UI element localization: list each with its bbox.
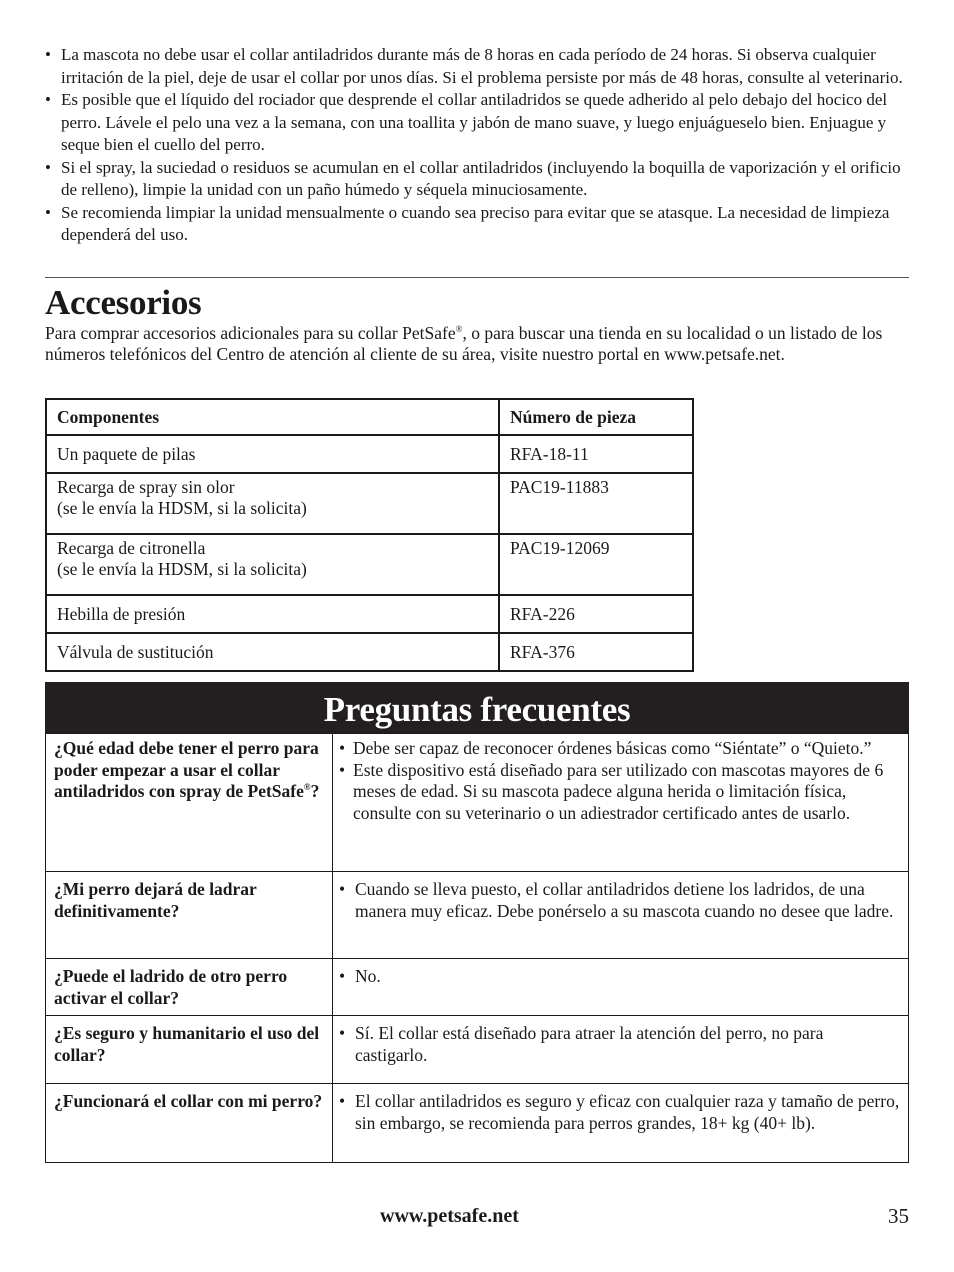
care-instructions-list	[45, 44, 909, 247]
column-header-component: Componentes	[46, 399, 499, 435]
answer-text: El collar antiladridos es seguro y eficaz con cualquier raza y tamaño de perro, sin embargo, se recomienda para perros grandes, 18+ kg (40+ lb).	[355, 1091, 900, 1133]
faq-question: ¿Es seguro y humanitario el uso del collar?	[46, 1016, 333, 1084]
section-divider	[45, 277, 909, 278]
faq-question: ¿Funcionará el collar con mi perro?	[46, 1084, 333, 1163]
page-number: 35	[888, 1204, 909, 1228]
component-name: Un paquete de pilas	[57, 443, 196, 464]
answer-text: Debe ser capaz de reconocer órdenes básicas como “Siéntate” o “Quieto.”	[353, 738, 872, 758]
faq-row	[46, 1084, 909, 1163]
component-name: Recarga de spray sin olor	[57, 477, 235, 497]
faq-question: ¿Mi perro dejará de ladrar definitivamente?	[46, 872, 333, 959]
faq-heading: Preguntas frecuentes	[45, 682, 909, 733]
faq-answer	[333, 872, 909, 959]
table-row	[46, 534, 693, 595]
accessories-heading: Accesorios	[45, 283, 202, 322]
column-header-part-number: Número de pieza	[499, 399, 693, 435]
table-row	[46, 595, 693, 633]
bullet-dot: •	[45, 90, 51, 109]
bullet-dot: •	[339, 966, 346, 986]
answer-bullet	[339, 879, 900, 922]
faq-answer	[333, 1016, 909, 1084]
answer-bullet	[339, 1091, 900, 1134]
care-bullet-text: Es posible que el líquido del rociador que desprende el collar antiladridos se quede adherido al pelo debajo del hocico del perro. Lávele el pelo una vez a la semana, con una toallita y jabón de mano suave, y luego enjuágueselo bien. Enjuague y seque bien el cuello del perro.	[61, 90, 888, 154]
care-bullet	[45, 44, 909, 89]
bullet-dot: •	[339, 759, 346, 780]
table-row	[46, 633, 693, 671]
care-bullet	[45, 89, 909, 157]
component-name: Válvula de sustitución	[57, 641, 214, 662]
registered-mark: ®	[303, 782, 311, 793]
part-number-cell: PAC19-11883	[499, 473, 693, 534]
answer-bullet	[339, 1023, 900, 1066]
answer-bullet	[339, 966, 900, 988]
care-bullet-text: Se recomienda limpiar la unidad mensualmente o cuando sea preciso para evitar que se atasque. La necesidad de limpieza dependerá del uso.	[61, 202, 890, 244]
bullet-dot: •	[45, 157, 51, 177]
faq-answer	[333, 734, 909, 872]
table-row	[46, 473, 693, 534]
faq-question: ¿Puede el ladrido de otro perro activar el collar?	[46, 959, 333, 1016]
care-bullet	[45, 202, 909, 247]
intro-text: Para comprar accesorios adicionales para su collar PetSafe	[45, 323, 456, 343]
faq-answer	[333, 959, 909, 1016]
faq-row	[46, 1016, 909, 1084]
accessories-table	[45, 398, 694, 672]
answer-text: No.	[355, 966, 381, 986]
faq-question	[46, 734, 333, 872]
answer-bullet	[339, 760, 900, 825]
faq-row	[46, 872, 909, 959]
question-text: ¿Qué edad debe tener el perro para poder empezar a usar el collar antiladridos con spray de PetSafe	[54, 738, 319, 801]
bullet-dot: •	[339, 1023, 346, 1043]
bullet-dot: •	[339, 738, 346, 758]
component-cell	[46, 473, 499, 534]
question-mark: ?	[310, 781, 320, 801]
answer-bullet	[339, 738, 900, 760]
footer-website: www.petsafe.net	[380, 1205, 519, 1227]
component-note: (se le envía la HDSM, si la solicita)	[57, 498, 307, 518]
component-name: Hebilla de presión	[57, 603, 186, 624]
registered-mark: ®	[455, 324, 463, 335]
intro-text-continued: , o para buscar una tienda en su localidad o un listado de los números telefónicos del Centro de atención al cliente de su área, visite nuestro portal en www.petsafe.net.	[45, 323, 883, 364]
table-header-row	[46, 399, 693, 435]
part-number-cell: PAC19-12069	[499, 534, 693, 595]
bullet-dot: •	[45, 45, 51, 64]
faq-row	[46, 959, 909, 1016]
accessories-intro	[45, 323, 909, 364]
faq-section	[45, 682, 909, 1163]
bullet-dot: •	[45, 202, 51, 222]
answer-text: Este dispositivo está diseñado para ser utilizado con mascotas mayores de 6 meses de edad. Si su mascota padece alguna herida o limitación física, consulte con su veterinario o un adiestrador certificado antes de usarlo.	[353, 759, 884, 823]
component-cell	[46, 595, 499, 633]
care-bullet-text: La mascota no debe usar el collar antiladridos durante más de 8 horas en cada período de 24 horas. Si observa cualquier irritación de la piel, deje de usar el collar por unos días. Si el problema persiste por más de 48 horas, consulte al veterinario.	[61, 45, 903, 87]
care-bullet	[45, 157, 909, 202]
answer-text: Cuando se lleva puesto, el collar antiladridos detiene los ladridos, de una manera muy eficaz. Debe ponérselo a su mascota cuando no desee que ladre.	[355, 879, 894, 921]
part-number-cell: RFA-18-11	[499, 435, 693, 473]
faq-table	[45, 733, 909, 1163]
faq-answer	[333, 1084, 909, 1163]
part-number-cell: RFA-376	[499, 633, 693, 671]
component-name: Recarga de citronella	[57, 538, 206, 558]
faq-row	[46, 734, 909, 872]
bullet-dot: •	[339, 879, 346, 899]
component-note: (se le envía la HDSM, si la solicita)	[57, 559, 307, 579]
component-cell	[46, 435, 499, 473]
part-number-cell: RFA-226	[499, 595, 693, 633]
care-bullet-text: Si el spray, la suciedad o residuos se acumulan en el collar antiladridos (incluyendo la boquilla de vaporización y el orificio de relleno), limpie la unidad con un paño húmedo y séquela minuciosamente.	[61, 157, 901, 199]
bullet-dot: •	[339, 1091, 346, 1111]
table-row	[46, 435, 693, 473]
component-cell	[46, 633, 499, 671]
answer-text: Sí. El collar está diseñado para atraer la atención del perro, no para castigarlo.	[355, 1023, 824, 1065]
component-cell	[46, 534, 499, 595]
